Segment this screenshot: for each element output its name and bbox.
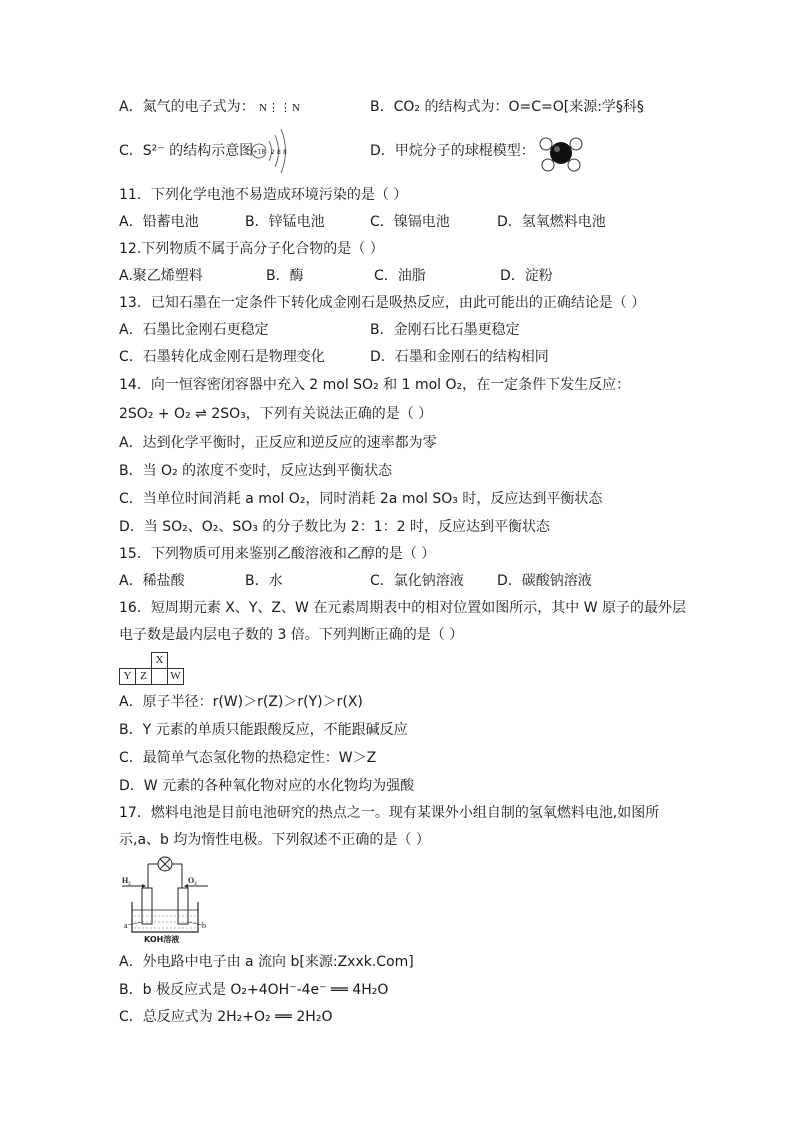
q13-stem: 13．已知石墨在一定条件下转化成金刚石是吸热反应，由此可能出的正确结论是（ ）	[119, 295, 646, 311]
hydrogen-atom	[542, 159, 554, 171]
q13-option-d: D．石墨和金刚石的结构相同	[370, 349, 549, 365]
q11-stem: 11．下列化学电池不易造成环境污染的是（ ）	[119, 187, 408, 203]
q14-option-d: D．当 SO₂、O₂、SO₃ 的分子数比为 2：1：2 时，反应达到平衡状态	[119, 519, 550, 535]
q14-option-a: A．达到化学平衡时，正反应和逆反应的速率都为零	[119, 435, 437, 451]
q16-stem-line2: 电子数是最内层电子数的 3 倍。下列判断正确的是（ ）	[119, 627, 464, 643]
q14-stem: 14．向一恒容密闭容器中充入 2 mol SO₂ 和 1 mol O₂，在一定条件下发生反应：	[119, 377, 631, 393]
q12-option-c: C．油脂	[374, 268, 426, 284]
methane-ball-stick-model	[536, 132, 586, 174]
q13-option-c: C．石墨转化成金刚石是物理变化	[119, 349, 325, 365]
electrode-a-label: a	[124, 921, 128, 930]
q14-option-c: C．当单位时间消耗 a mol O₂，同时消耗 2a mol SO₃ 时，反应达到平衡状态	[119, 491, 603, 507]
q15-option-b: B．水	[245, 573, 283, 589]
shell-1-electrons: 2	[271, 149, 275, 156]
q17-option-c: C．总反应式为 2H₂+O₂ ══ 2H₂O	[119, 1009, 333, 1025]
hydrogen-oxygen-fuel-cell-diagram	[118, 852, 213, 944]
q11-option-a: A．铅蓄电池	[119, 214, 199, 230]
q14-equation: 2SO₂ + O₂ ⇌ 2SO₃，下列有关说法正确的是（ ）	[119, 406, 433, 422]
q10-option-a	[119, 97, 301, 117]
n2-electron-formula: N⋮⋮N	[259, 102, 301, 114]
q16-option-b: B．Y 元素的单质只能跟酸反应，不能跟碱反应	[119, 722, 408, 738]
q17-option-a: A．外电路中电子由 a 流向 b[来源:Zxxk.Com]	[119, 954, 414, 970]
hydrogen-atom	[540, 138, 552, 150]
h2-label: H₂	[122, 876, 131, 885]
q12-option-a: A.聚乙烯塑料	[119, 268, 203, 284]
q16-stem-line1: 16．短周期元素 X、Y、Z、W 在元素周期表中的相对位置如图所示，其中 W 原子的最外层	[119, 600, 687, 616]
q15-option-c: C．氯化钠溶液	[370, 573, 464, 589]
q15-stem: 15．下列物质可用来鉴别乙酸溶液和乙醇的是（ ）	[119, 546, 436, 562]
q11-option-b: B．锌锰电池	[245, 214, 325, 230]
q10-option-c	[119, 141, 253, 161]
q14-option-b: B．当 O₂ 的浓度不变时，反应达到平衡状态	[119, 463, 393, 479]
cell-z: Z	[135, 668, 152, 685]
periodic-table-fragment	[119, 652, 183, 686]
carbon-atom	[550, 142, 572, 164]
q10-option-a-text: A．氮气的电子式为：	[119, 99, 255, 115]
q10-option-c-text: C．S²⁻ 的结构示意图	[119, 143, 254, 159]
o2-label: O₂	[188, 876, 197, 885]
q16-option-a: A．原子半径：r(W)＞r(Z)＞r(Y)＞r(X)	[119, 694, 363, 710]
electrode-b-label: b	[202, 921, 206, 930]
hydrogen-atom	[568, 159, 580, 171]
sulfide-ion-structure-diagram	[251, 127, 291, 173]
q16-option-d: D．W 元素的各种氧化物对应的水化物均为强酸	[119, 778, 415, 794]
q11-option-c: C．镍镉电池	[370, 214, 450, 230]
q10-option-b: B．CO₂ 的结构式为：O=C=O[来源:学§科§	[370, 99, 644, 115]
q17-stem-line2: 示,a、b 均为惰性电极。下列叙述不正确的是（ ）	[119, 832, 430, 848]
q17-stem-line1: 17．燃料电池是目前电池研究的热点之一。现有某课外小组自制的氢氧燃料电池,如图所	[119, 805, 660, 821]
q11-option-d: D．氢氧燃料电池	[497, 214, 606, 230]
q16-option-c: C．最简单气态氢化物的热稳定性：W＞Z	[119, 750, 377, 766]
q15-option-a: A．稀盐酸	[119, 573, 185, 589]
shell-2-electrons: 8	[277, 149, 281, 156]
q10-option-d	[370, 141, 535, 161]
q13-option-b: B．金刚石比石墨更稳定	[370, 322, 520, 338]
hydrogen-atom	[570, 138, 582, 150]
q12-stem: 12.下列物质不属于高分子化合物的是（ ）	[119, 241, 384, 257]
shell-3-electrons: 8	[283, 149, 287, 156]
q12-option-d: D．淀粉	[500, 268, 553, 284]
cell-x: X	[151, 652, 168, 669]
q13-option-a: A．石墨比金刚石更稳定	[119, 322, 269, 338]
q15-option-d: D．碳酸钠溶液	[497, 573, 592, 589]
q17-option-b: B．b 极反应式是 O₂+4OH⁻-4e⁻ ══ 4H₂O	[119, 982, 389, 998]
cell-empty	[151, 668, 168, 685]
electrolyte-label: KOH溶液	[144, 935, 180, 944]
nucleus-charge-label: +18	[252, 148, 266, 156]
q12-option-b: B．酶	[266, 268, 304, 284]
cell-y: Y	[119, 668, 136, 685]
q10-option-d-text: D．甲烷分子的球棍模型：	[370, 143, 535, 159]
cell-w: W	[167, 668, 184, 685]
